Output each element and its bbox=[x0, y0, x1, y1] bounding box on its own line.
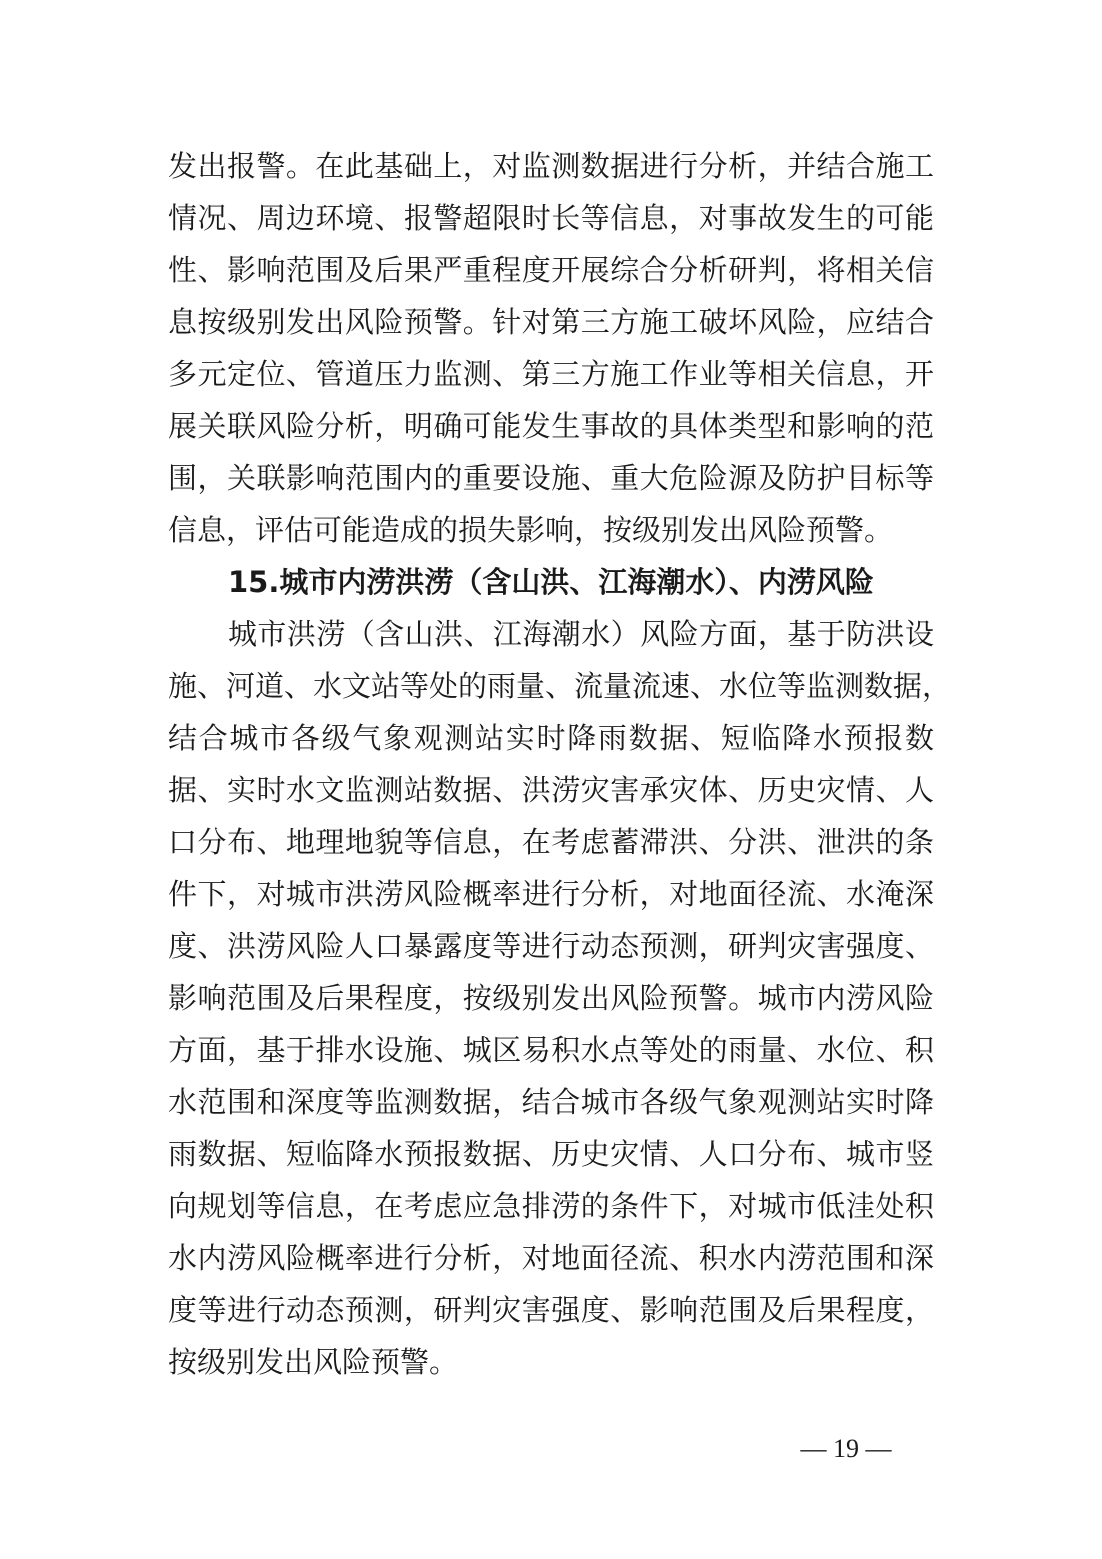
paragraph-line: 口分布、地理地貌等信息，在考虑蓄滞洪、分洪、泄洪的条 bbox=[168, 825, 934, 859]
paragraph-line: 件下，对城市洪涝风险概率进行分析，对地面径流、水淹深 bbox=[168, 877, 934, 911]
paragraph-line: 影响范围及后果程度，按级别发出风险预警。城市内涝风险 bbox=[168, 981, 934, 1015]
paragraph-line: 性、影响范围及后果严重程度开展综合分析研判，将相关信 bbox=[168, 253, 934, 287]
paragraph-line: 雨数据、短临降水预报数据、历史灾情、人口分布、城市竖 bbox=[168, 1137, 934, 1171]
paragraph-line: 发出报警。在此基础上，对监测数据进行分析，并结合施工 bbox=[168, 149, 934, 183]
paragraph-line: 水内涝风险概率进行分析，对地面径流、积水内涝范围和深 bbox=[168, 1241, 934, 1275]
paragraph-line: 城市洪涝（含山洪、江海潮水）风险方面，基于防洪设 bbox=[228, 617, 934, 651]
section-heading: 15.城市内涝洪涝（含山洪、江海潮水）、内涝风险 bbox=[228, 565, 874, 599]
paragraph-line: 息按级别发出风险预警。针对第三方施工破坏风险，应结合 bbox=[168, 305, 934, 339]
paragraph-line: 情况、周边环境、报警超限时长等信息，对事故发生的可能 bbox=[168, 201, 934, 235]
paragraph-line: 结合城市各级气象观测站实时降雨数据、短临降水预报数 bbox=[168, 721, 934, 755]
paragraph-line: 按级别发出风险预警。 bbox=[168, 1345, 459, 1379]
paragraph-line: 施、河道、水文站等处的雨量、流量流速、水位等监测数据， bbox=[168, 669, 952, 703]
paragraph-line: 多元定位、管道压力监测、第三方施工作业等相关信息，开 bbox=[168, 357, 934, 391]
paragraph-line: 信息，评估可能造成的损失影响，按级别发出风险预警。 bbox=[168, 513, 894, 547]
paragraph-line: 方面，基于排水设施、城区易积水点等处的雨量、水位、积 bbox=[168, 1033, 934, 1067]
paragraph-line: 围，关联影响范围内的重要设施、重大危险源及防护目标等 bbox=[168, 461, 934, 495]
paragraph-line: 展关联风险分析，明确可能发生事故的具体类型和影响的范 bbox=[168, 409, 934, 443]
paragraph-line: 向规划等信息，在考虑应急排涝的条件下，对城市低洼处积 bbox=[168, 1189, 934, 1223]
paragraph-line: 据、实时水文监测站数据、洪涝灾害承灾体、历史灾情、人 bbox=[168, 773, 934, 807]
page-number: — 19 — bbox=[800, 1434, 892, 1463]
paragraph-line: 度等进行动态预测，研判灾害强度、影响范围及后果程度， bbox=[168, 1293, 934, 1327]
paragraph-line: 度、洪涝风险人口暴露度等进行动态预测，研判灾害强度、 bbox=[168, 929, 934, 963]
paragraph-line: 水范围和深度等监测数据，结合城市各级气象观测站实时降 bbox=[168, 1085, 934, 1119]
